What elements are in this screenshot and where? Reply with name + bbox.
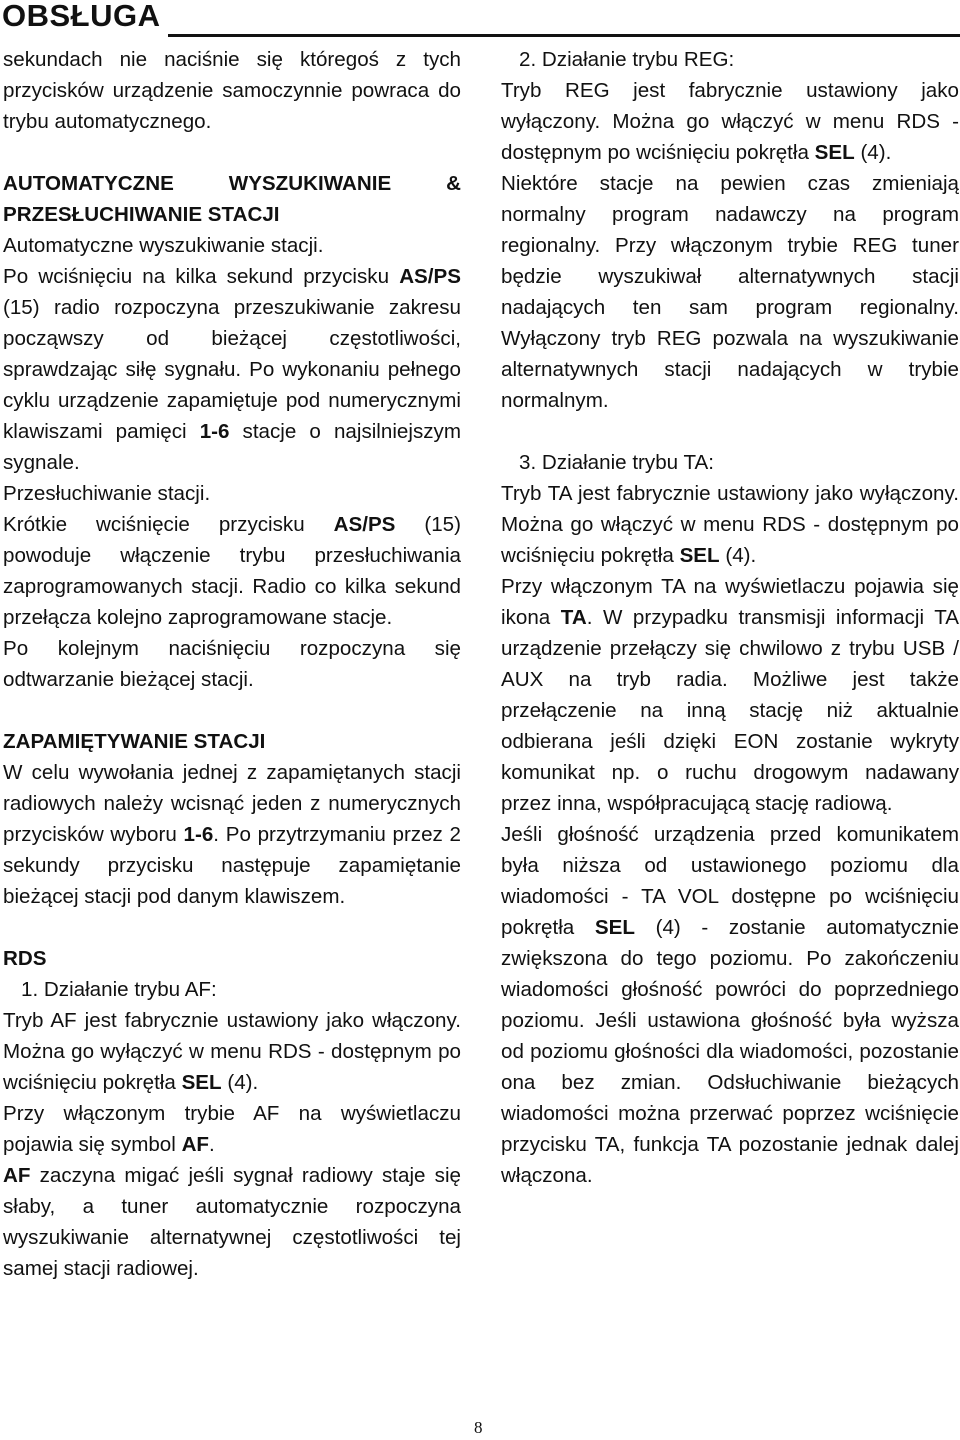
subheading-scan: Przesłuchiwanie stacji.: [3, 482, 211, 505]
continued-paragraph: sekundach nie naciśnie się któregoś z tych przycisków urządzenie samoczynnie powraca do trybu automatycznego.: [3, 48, 461, 133]
auto-search-paragraph: Po wciśnięciu na kilka sekund przycisku AS/PS (15) radio rozpoczyna przeszukiwanie zakresu począwszy od bieżącej częstotliwości, sprawdzając siłę sygnału. Po wykonaniu pełnego cyklu urządzenie zapamiętuje pod numerycznymi klawiszami pamięci 1-6 stacje o najsilniejszym sygnale.: [3, 265, 461, 474]
af-paragraph-3: AF zaczyna migać jeśli sygnał radiowy staje się słaby, a tuner automatycznie rozpoczyna wyszukiwanie alternatywnej częstotliwości tej samej stacji radiowej.: [3, 1164, 461, 1280]
left-column: [3, 44, 461, 1284]
reg-paragraph-2: Niektóre stacje na pewien czas zmieniają normalny program nadawczy na program regionalny. Przy włączonym trybie REG tuner będzie wyszukiwał alternatywnych stacji nadających ten sam program regionalny. Wyłączony tryb REG pozwala na wyszukiwanie alternatywnych stacji nadających w trybie normalnym.: [501, 172, 959, 412]
section-title-memory: ZAPAMIĘTYWANIE STACJI: [3, 730, 266, 753]
right-column: [501, 44, 959, 1191]
reg-heading: 2. Działanie trybu REG:: [519, 48, 735, 71]
page-number: 8: [474, 1418, 483, 1437]
page-title: OBSŁUGA: [2, 0, 161, 33]
header-rule: [168, 34, 960, 37]
subheading-auto-search: Automatyczne wyszukiwanie stacji.: [3, 234, 324, 257]
af-paragraph-2: Przy włączonym trybie AF na wyświetlaczu pojawia się symbol AF.: [3, 1102, 461, 1156]
memory-paragraph: W celu wywołania jednej z zapamiętanych stacji radiowych należy wcisnąć jeden z numerycznych przycisków wyboru 1-6. Po przytrzymaniu przez 2 sekundy przycisku następuje zapamiętanie bieżącej stacji pod danym klawiszem.: [3, 761, 462, 908]
section-title-auto-search: AUTOMATYCZNE WYSZUKIWANIE & PRZESŁUCHIWANIE STACJI: [3, 172, 461, 226]
scan-paragraph: Krótkie wciśnięcie przycisku AS/PS (15) powoduje włączenie trybu przesłuchiwania zaprogramowanych stacji. Radio co kilka sekund przełącza kolejno zaprogramowane stacje.: [3, 513, 461, 629]
ta-heading: 3. Działanie trybu TA:: [519, 451, 714, 474]
reg-paragraph-1: Tryb REG jest fabrycznie ustawiony jako wyłączony. Można go włączyć w menu RDS - dostępnym po wciśnięciu pokrętła SEL (4).: [501, 79, 959, 164]
ta-paragraph-1: Tryb TA jest fabrycznie ustawiony jako wyłączony. Można go włączyć w menu RDS - dostępnym po wciśnięciu pokrętła SEL (4).: [501, 482, 959, 567]
ta-paragraph-2: Przy włączonym TA na wyświetlaczu pojawia się ikona TA. W przypadku transmisji informacji TA urządzenie przełączy się chwilowo z trybu USB / AUX na tryb radia. Możliwe jest także przełączenie na inną stację niż aktualnie odbierana jeśli dzięki EON zostanie wykryty komunikat np. o ruchu drogowym nadawany przez inna, współpracującą stację radiową.: [501, 575, 959, 815]
ta-paragraph-3: Jeśli głośność urządzenia przed komunikatem była niższa od ustawionego poziomu dla wiadomości - TA VOL dostępne po wciśnięciu pokrętła SEL (4) - zostanie automatycznie zwiększona do tego poziomu. Po zakończeniu wiadomości głośność powróci do poprzedniego poziomu. Jeśli ustawiona głośność była wyższa od poziomu głośności dla wiadomości, pozostanie ona bez zmian. Odsłuchiwanie bieżących wiadomości można przerwać poprzez wciśnięcie przycisku TA, funkcja TA pozostanie jednak dalej włączona.: [501, 823, 959, 1187]
af-paragraph-1: Tryb AF jest fabrycznie ustawiony jako włączony. Można go wyłączyć w menu RDS - dostępnym po wciśnięciu pokrętła SEL (4).: [3, 1009, 461, 1094]
scan-stop-paragraph: Po kolejnym naciśnięciu rozpoczyna się odtwarzanie bieżącej stacji.: [3, 637, 461, 691]
af-heading: 1. Działanie trybu AF:: [21, 978, 217, 1001]
page-header: [0, 0, 960, 40]
section-title-rds: RDS: [3, 947, 47, 970]
